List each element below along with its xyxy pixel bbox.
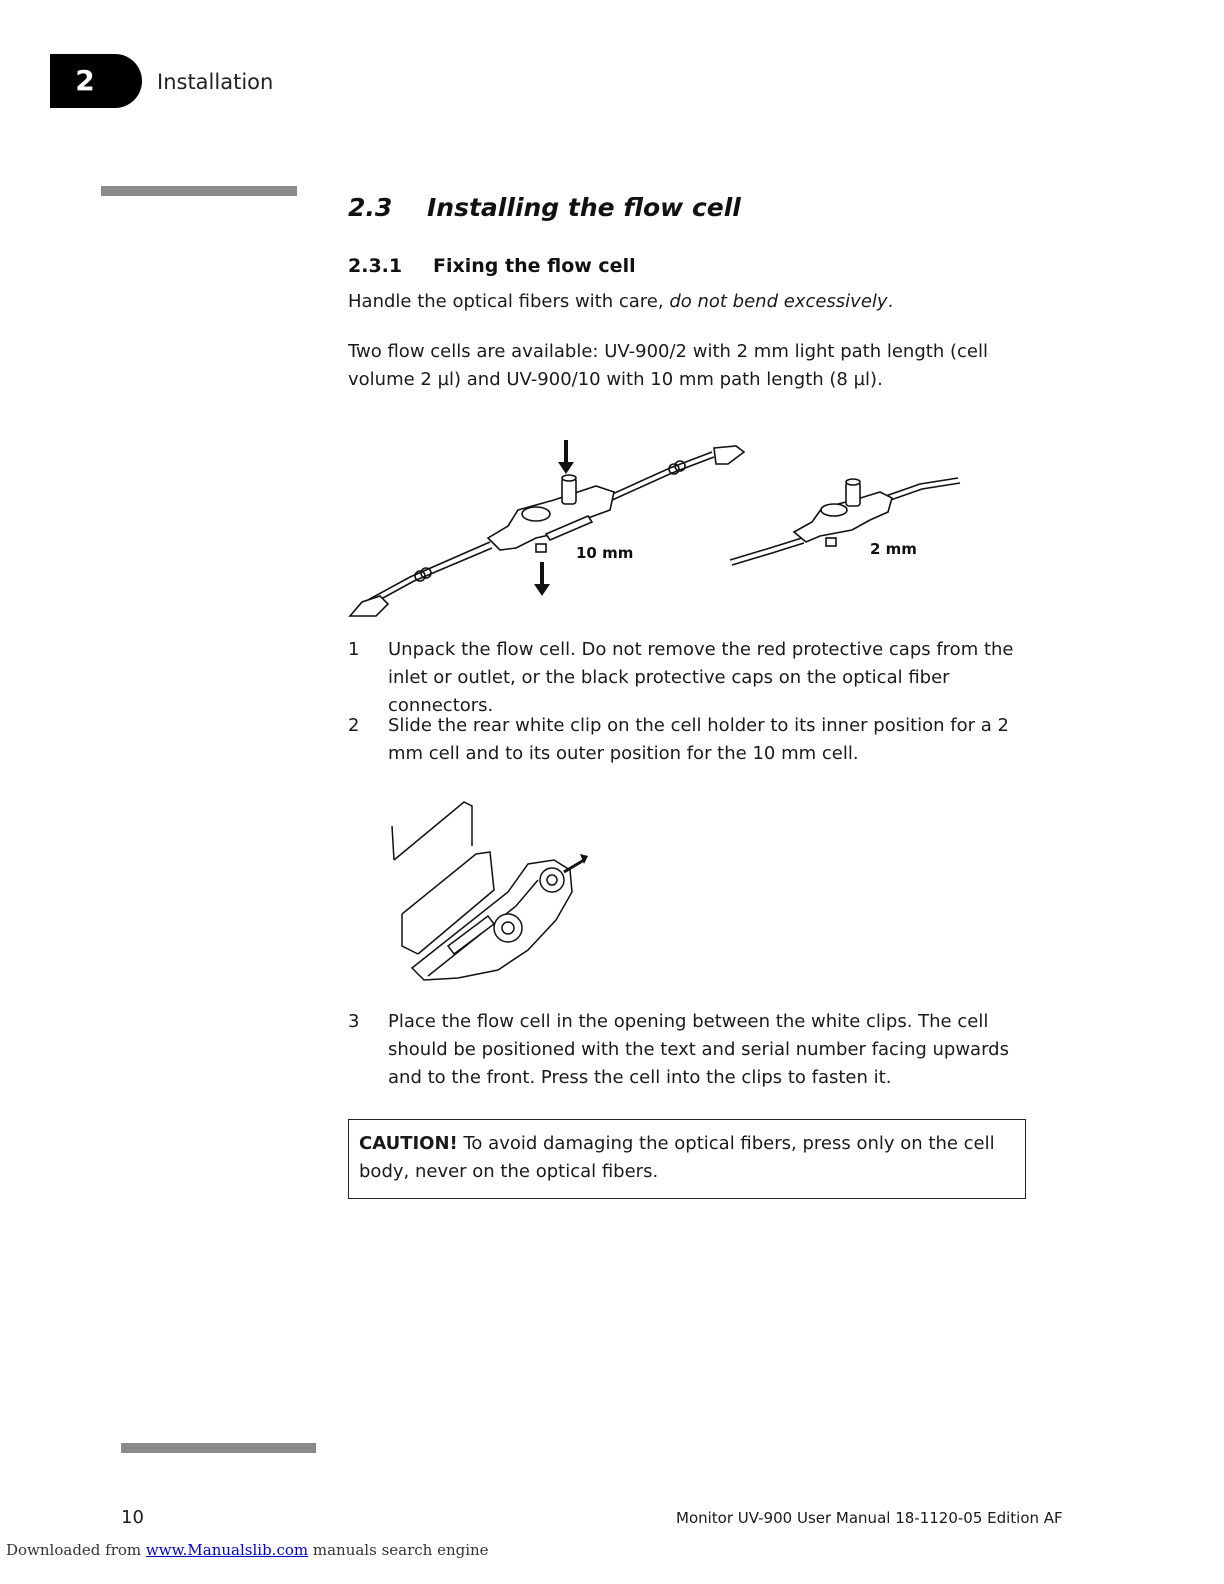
handle-care-text: Handle the optical fibers with care, [348, 291, 670, 312]
step-2-number: 2 [348, 715, 360, 736]
cell-holder-illustration [392, 802, 588, 980]
manualslib-link[interactable]: www.Manualslib.com [145, 1541, 309, 1559]
handle-care-paragraph [348, 288, 1048, 316]
step-2-text: Slide the rear white clip on the cell holder to its inner position for a 2 mm cell and to its outer position for the 10 mm cell. [388, 715, 1009, 764]
label-10mm: 10 mm [576, 544, 634, 562]
subsection-number: 2.3.1 [348, 255, 403, 277]
step-1-number: 1 [348, 639, 360, 660]
download-notice [6, 1541, 489, 1559]
download-suffix: manuals search engine [308, 1541, 489, 1559]
section-number: 2.3 [348, 193, 393, 222]
flow-cell-10mm-illustration [350, 440, 744, 616]
label-2mm: 2 mm [870, 540, 917, 558]
cell-holder-figure [388, 796, 598, 992]
flow-cell-2mm-illustration [730, 478, 960, 565]
page-number: 10 [121, 1507, 144, 1528]
footer-divider-bar [121, 1443, 316, 1453]
step-3-number: 3 [348, 1011, 360, 1032]
download-prefix: Downloaded from [6, 1541, 146, 1559]
chapter-title: Installation [157, 70, 274, 94]
subsection-title: Fixing the flow cell [433, 255, 636, 277]
caution-box [348, 1119, 1026, 1199]
availability-paragraph: Two flow cells are available: UV-900/2 with 2 mm light path length (cell volume 2 µl) and UV-900/10 with 10 mm path length (8 µl). [348, 341, 988, 390]
footer-document-title: Monitor UV-900 User Manual 18-1120-05 Edition AF [676, 1509, 1063, 1527]
caution-text: To avoid damaging the optical fibers, press only on the cell body, never on the optical fibers. [359, 1133, 995, 1182]
handle-care-end: . [887, 291, 894, 312]
caution-label: CAUTION! [359, 1133, 458, 1154]
flow-cell-figure [340, 430, 980, 630]
step-3-text: Place the flow cell in the opening between the white clips. The cell should be positioned with the text and serial number facing upwards and to the front. Press the cell into the clips to fasten it. [388, 1011, 1009, 1088]
chapter-number: 2 [75, 64, 95, 97]
section-divider-bar [101, 186, 297, 196]
section-title: Installing the flow cell [427, 193, 741, 222]
step-1-text: Unpack the flow cell. Do not remove the red protective caps from the inlet or outlet, or the black protective caps on the optical fiber connectors. [388, 639, 1014, 716]
handle-care-emphasis: do not bend excessively [669, 291, 888, 312]
